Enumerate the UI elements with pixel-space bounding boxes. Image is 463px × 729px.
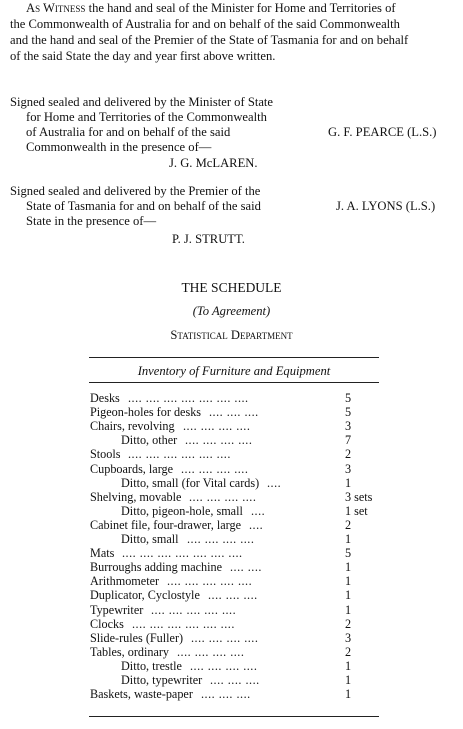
schedule-title: THE SCHEDULE: [181, 280, 282, 295]
list-item: [90, 391, 390, 405]
signature-2-line-1: Signed sealed and delivered by the Premier of the: [10, 184, 261, 198]
signature-1-line-4: Commonwealth in the presence of—: [26, 140, 212, 154]
item-quantity: 2: [345, 644, 352, 659]
item-quantity: 2: [345, 517, 352, 532]
item-leader: .... .... ....: [210, 673, 260, 687]
item-label: Shelving, movable: [90, 489, 182, 504]
witness-line-1: [26, 1, 396, 16]
item-leader: .... .... .... .... .... ....: [132, 616, 235, 631]
list-item: [90, 462, 390, 476]
list-item: [90, 673, 390, 687]
item-leader: .... .... .... .... .... .... ....: [128, 391, 249, 405]
item-leader: .... .... .... .... ....: [151, 602, 237, 617]
item-quantity: 3: [345, 630, 352, 645]
table-heading-rule: [89, 382, 379, 383]
signature-2-line-3: State in the presence of—: [26, 214, 157, 228]
item-leader: .... .... .... ....: [177, 644, 245, 659]
list-item: [90, 588, 390, 602]
item-label: Tables, ordinary: [90, 644, 170, 659]
item-quantity: 1: [345, 602, 352, 617]
item-label: Baskets, waste-paper: [90, 687, 193, 702]
list-item: [90, 546, 390, 560]
list-item: [90, 433, 390, 447]
list-item: [90, 490, 390, 504]
list-item: [90, 617, 390, 631]
list-item: [90, 532, 390, 546]
item-leader: .... .... ....: [208, 588, 258, 603]
item-quantity: 7: [345, 433, 352, 448]
item-quantity: 3: [345, 419, 352, 434]
item-quantity: 1: [345, 658, 352, 673]
list-item: [90, 574, 390, 588]
item-label: Typewriter: [90, 602, 144, 617]
item-quantity: 1: [345, 673, 352, 687]
item-leader: .... ....: [230, 560, 262, 575]
item-label: Cabinet file, four-drawer, large: [90, 517, 241, 532]
item-quantity: 2: [345, 447, 352, 462]
item-label: Desks: [90, 391, 120, 405]
signature-1-signatory: G. F. PEARCE (L.S.): [328, 125, 437, 139]
witness-line-2: the Commonwealth of Australia for and on behalf of the said Commonwealth: [10, 17, 400, 31]
item-label: Ditto, typewriter: [121, 673, 203, 687]
item-label: Ditto, pigeon-hole, small: [121, 503, 243, 518]
item-label: Duplicator, Cyclostyle: [90, 588, 200, 603]
item-quantity: 1: [345, 588, 352, 603]
list-item: [90, 419, 390, 433]
item-leader: ....: [251, 503, 266, 518]
item-label: Pigeon-holes for desks: [90, 405, 202, 420]
list-item: [90, 645, 390, 659]
item-leader: .... .... ....: [209, 405, 259, 420]
item-label: Clocks: [90, 616, 124, 631]
list-item: [90, 560, 390, 574]
item-label: Stools: [90, 447, 121, 462]
item-quantity: 1 set: [345, 503, 368, 518]
item-leader: .... .... .... ....: [191, 630, 259, 645]
table-heading: Inventory of Furniture and Equipment: [137, 364, 331, 378]
item-quantity: 1: [345, 687, 352, 702]
item-leader: .... .... .... ....: [187, 532, 255, 546]
table-bottom-rule: [89, 716, 379, 717]
signature-2-line-2: State of Tasmania for and on behalf of the said: [26, 199, 261, 213]
list-item: [90, 659, 390, 673]
witness-lead-in: As Witness: [26, 1, 86, 15]
item-leader: .... .... .... ....: [190, 658, 258, 673]
item-label: Mats: [90, 546, 115, 561]
signature-1-line-2: for Home and Territories of the Commonwealth: [26, 110, 267, 124]
signature-2-signatory: J. A. LYONS (L.S.): [336, 199, 436, 213]
item-leader: .... .... .... ....: [183, 419, 251, 434]
item-quantity: 5: [345, 546, 352, 561]
list-item: [90, 631, 390, 645]
item-quantity: 1: [345, 475, 352, 490]
item-leader: .... .... .... ....: [181, 461, 249, 476]
item-label: Ditto, small: [121, 532, 179, 546]
item-label: Burroughs adding machine: [90, 560, 223, 575]
item-label: Ditto, small (for Vital cards): [121, 475, 260, 490]
item-leader: ....: [267, 475, 282, 490]
list-item: [90, 687, 390, 701]
item-label: Ditto, trestle: [121, 658, 182, 673]
item-label: Cupboards, large: [90, 461, 174, 476]
signature-1-line-1: Signed sealed and delivered by the Minister of State: [10, 95, 273, 109]
item-quantity: 1: [345, 560, 352, 575]
list-item: [90, 504, 390, 518]
list-item: [90, 518, 390, 532]
list-item: [90, 476, 390, 490]
witness-line-4: of the said State the day and year first above written.: [10, 49, 276, 63]
witness-line-3: and the hand and seal of the Premier of the State of Tasmania for and on behalf: [10, 33, 409, 47]
item-label: Arithmometer: [90, 574, 160, 589]
item-quantity: 1: [345, 574, 352, 589]
item-leader: .... .... .... ....: [185, 433, 253, 448]
signature-2-witness: P. J. STRUTT.: [172, 232, 245, 246]
item-quantity: 1: [345, 532, 352, 546]
item-label: Slide-rules (Fuller): [90, 630, 184, 645]
item-leader: .... .... .... .... .... .... ....: [122, 546, 243, 561]
signature-1-line-3: of Australia for and on behalf of the said: [26, 125, 231, 139]
item-leader: .... .... .... .... .... ....: [128, 447, 231, 462]
item-quantity: 5: [345, 391, 352, 405]
item-leader: ....: [249, 517, 264, 532]
item-quantity: 5: [345, 405, 352, 420]
item-label: Ditto, other: [121, 433, 178, 448]
item-quantity: 2: [345, 616, 352, 631]
list-item: [90, 405, 390, 419]
item-leader: .... .... .... .... ....: [167, 574, 253, 589]
list-item: [90, 603, 390, 617]
item-quantity: 3 sets: [345, 489, 373, 504]
signature-1-witness: J. G. McLAREN.: [169, 156, 258, 170]
list-item: [90, 447, 390, 461]
witness-line-1-text: the hand and seal of the Minister for Home and Territories of: [88, 1, 396, 15]
item-quantity: 3: [345, 461, 352, 476]
item-leader: .... .... .... ....: [189, 489, 257, 504]
item-label: Chairs, revolving: [90, 419, 175, 434]
schedule-subtitle: (To Agreement): [192, 304, 271, 318]
table-top-rule: [89, 357, 379, 358]
department-heading: Statistical Department: [170, 328, 293, 342]
item-leader: .... .... ....: [201, 687, 251, 702]
